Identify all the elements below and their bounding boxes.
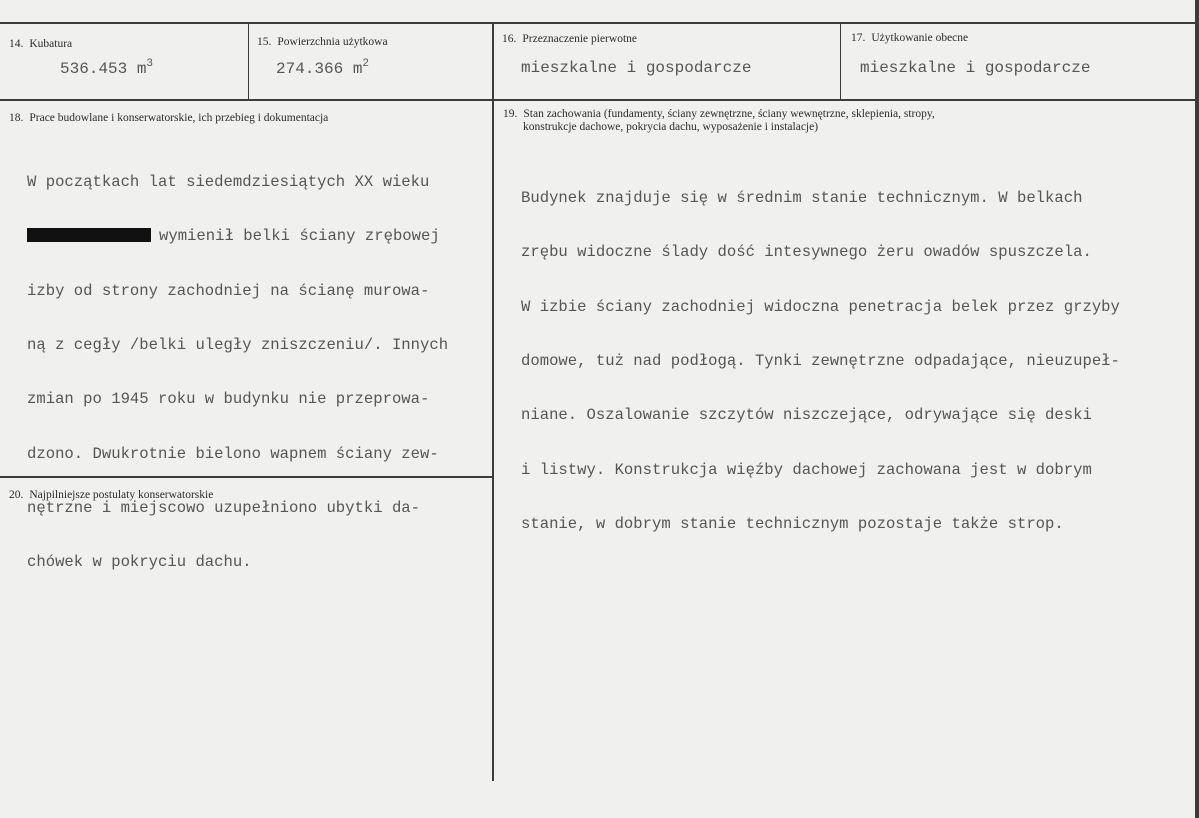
field-17-value: mieszkalne i gospodarcze [860, 59, 1091, 77]
field-18-title: Prace budowlane i konserwatorskie, ich przebieg i dokumentacja [29, 112, 329, 124]
field-19-line: W izbie ściany zachodniej widoczna penetracja belek przez grzyby [521, 297, 1120, 316]
field-14-label [9, 38, 72, 51]
field-16-value: mieszkalne i gospodarcze [521, 59, 752, 77]
powierzchnia-exponent: 2 [362, 58, 370, 70]
field-18-line: dzono. Dwukrotnie bielono wapnem ściany zew- [27, 444, 439, 463]
redaction-bar [27, 228, 151, 242]
field-15-title: Powierzchnia użytkowa [277, 36, 388, 48]
divider-16-17 [840, 23, 841, 100]
row1-bottom-rule [0, 99, 1196, 101]
field-18-text [27, 137, 448, 607]
field-19-label-line2: konstrukcje dachowe, pokrycia dachu, wyposażenie i instalacje) [523, 121, 819, 133]
field-16-label [502, 33, 637, 46]
field-14-title: Kubatura [29, 38, 73, 50]
field-17-number: 17. [851, 32, 866, 44]
field-16-title: Przeznaczenie pierwotne [522, 33, 637, 45]
field-19-line: zrębu widoczne ślady dość intesywnego żeru owadów spuszczela. [521, 243, 1092, 262]
divider-14-15 [248, 23, 249, 100]
field-15-label [257, 36, 388, 49]
field-18-line: W początkach lat siedemdziesiątych XX wieku [27, 173, 430, 192]
field-19-label [503, 108, 935, 121]
powierzchnia-value: 274.366 m [276, 60, 363, 78]
field-18-line: chówek w pokryciu dachu. [27, 553, 252, 572]
card-right-edge [1195, 0, 1199, 818]
field-20-number: 20. [9, 489, 24, 501]
field-19-number: 19. [503, 108, 518, 120]
field-18-label [9, 112, 328, 125]
field-14-number: 14. [9, 38, 24, 50]
field-19-line: niane. Oszalowanie szczytów niszczejące, odrywające się deski [521, 406, 1092, 425]
field-18-line: zmian po 1945 roku w budynku nie przeprowa- [27, 390, 430, 409]
field-14-value [60, 60, 153, 78]
field-15-value [276, 60, 369, 78]
kubatura-value: 536.453 m [60, 60, 147, 78]
field-19-line: stanie, w dobrym stanie technicznym pozostaje także strop. [521, 514, 1064, 533]
field-15-number: 15. [257, 36, 272, 48]
divider-15-16 [492, 23, 494, 781]
field-18-number: 18. [9, 112, 24, 124]
field-19-line: i listwy. Konstrukcja więźby dachowej zachowana jest w dobrym [521, 460, 1092, 479]
top-rule [0, 22, 1196, 24]
field-17-label [851, 32, 968, 45]
field-16-number: 16. [502, 33, 517, 45]
field-17-title: Użytkowanie obecne [871, 32, 969, 44]
field-18-line-text: wymienił belki ściany zrębowej [159, 227, 440, 246]
field-19-title-line1: Stan zachowania (fundamenty, ściany zewnętrzne, ściany wewnętrzne, sklepienia, stropy, [523, 108, 935, 120]
field-19-line: domowe, tuż nad podłogą. Tynki zewnętrzne odpadające, nieuzupeł- [521, 352, 1120, 371]
kubatura-exponent: 3 [146, 58, 154, 70]
field-18-line: izby od strony zachodniej na ścianę murowa- [27, 281, 430, 300]
field-18-line: ną z cegły /belki uległy zniszczeniu/. Innych [27, 336, 449, 355]
field-20-title: Najpilniejsze postulaty konserwatorskie [29, 489, 214, 501]
field-18-line [27, 227, 448, 245]
field-20-label [9, 489, 213, 502]
field-18-line: nętrzne i miejscowo uzupełniono ubytki da- [27, 498, 421, 517]
field-19-line: Budynek znajduje się w średnim stanie technicznym. W belkach [521, 189, 1083, 208]
field-19-text [521, 153, 1120, 569]
